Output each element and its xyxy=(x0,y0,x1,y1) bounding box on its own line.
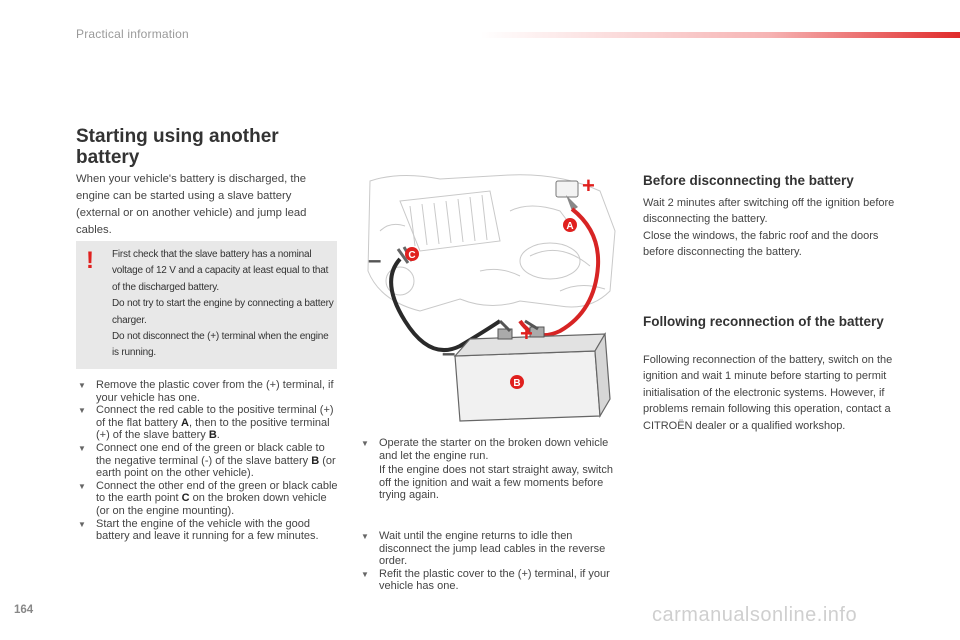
label-b xyxy=(510,375,524,389)
warning-text xyxy=(112,247,334,362)
triangle-bullet-icon: ▼ xyxy=(361,439,369,448)
label-c xyxy=(405,247,419,261)
section-header: Practical information xyxy=(76,27,189,41)
before-disconnecting-text: Wait 2 minutes after switching off the ignition before disconnecting the battery. Close the windows, the fabric roof and the doors before disconnecting the battery. xyxy=(643,197,895,259)
minus-sign-top: – xyxy=(368,247,382,274)
warning-box xyxy=(76,241,337,369)
list-item: ▼ Connect the red cable to the positive terminal (+) of the flat battery A, then to the positive terminal (+) of the slave battery B. xyxy=(78,404,334,442)
warning-line: Do not try to start the engine by connecting a battery charger. xyxy=(112,298,334,326)
exclamation-icon: ! xyxy=(86,247,94,274)
triangle-bullet-icon: ▼ xyxy=(361,569,369,579)
list-item: ▼ Operate the starter on the broken down vehicle and let the engine run. xyxy=(361,437,609,462)
list-item: ▼ Wait until the engine returns to idle then disconnect the jump lead cables in the reverse order. xyxy=(361,530,606,568)
label-a-text: A xyxy=(566,221,574,232)
list-item: ▼ Start the engine of the vehicle with the good battery and leave it running for a few minutes. xyxy=(78,517,319,543)
jump-start-illustration xyxy=(360,171,620,423)
triangle-bullet-icon: ▼ xyxy=(78,519,86,529)
intro-paragraph: When your vehicle's battery is discharged, the engine can be started using a slave battery (external or on another vehicle) and jump lead cables. xyxy=(76,173,307,236)
warning-line: Do not disconnect the (+) terminal when the engine is running. xyxy=(112,331,329,359)
page-title: Starting using another battery xyxy=(76,126,279,168)
disconnect-steps xyxy=(359,530,621,593)
header-accent-bar xyxy=(480,32,960,38)
list-item-note: If the engine does not start straight away, switch off the ignition and wait a few moments before trying again. xyxy=(379,464,613,502)
triangle-bullet-icon: ▼ xyxy=(78,406,86,416)
warning-line: First check that the slave battery has a nominal voltage of 12 V and a capacity at least equal to that of the discharged battery. xyxy=(112,249,329,293)
label-a xyxy=(563,218,577,232)
label-c-text: C xyxy=(408,250,416,261)
watermark: carmanualsonline.info xyxy=(652,604,858,626)
before-disconnecting-heading: Before disconnecting the battery xyxy=(643,173,854,188)
list-item: ▼ Remove the plastic cover from the (+) terminal, if your vehicle has one. xyxy=(78,379,334,404)
following-reconnection-text: Following reconnection of the battery, switch on the ignition and wait 1 minute before starting to permit initialisation of the electronic systems. However, if problems remain following this operation, contact a CITROËN dealer or a qualified workshop. xyxy=(643,354,893,432)
page-number: 164 xyxy=(14,604,34,616)
triangle-bullet-icon: ▼ xyxy=(78,481,86,491)
jump-start-steps xyxy=(76,379,340,543)
list-item: ▼ Connect one end of the green or black cable to the negative terminal (-) of the slave battery B (or earth point on the other vehicle). xyxy=(78,441,336,480)
starter-steps xyxy=(359,437,619,502)
following-reconnection-heading: Following reconnection of the battery xyxy=(643,314,884,329)
label-b-text: B xyxy=(513,378,521,389)
plus-sign-battery: + xyxy=(520,321,533,346)
triangle-bullet-icon: ▼ xyxy=(78,443,86,453)
triangle-bullet-icon: ▼ xyxy=(361,532,369,541)
triangle-bullet-icon: ▼ xyxy=(78,381,86,390)
minus-sign-battery: – xyxy=(442,340,456,367)
list-item: ▼ Refit the plastic cover to the (+) terminal, if your vehicle has one. xyxy=(361,567,610,593)
list-item: ▼ Connect the other end of the green or black cable to the earth point C on the broken down vehicle (or on the engine mounting). xyxy=(78,479,338,517)
plus-sign-top: + xyxy=(582,173,595,198)
